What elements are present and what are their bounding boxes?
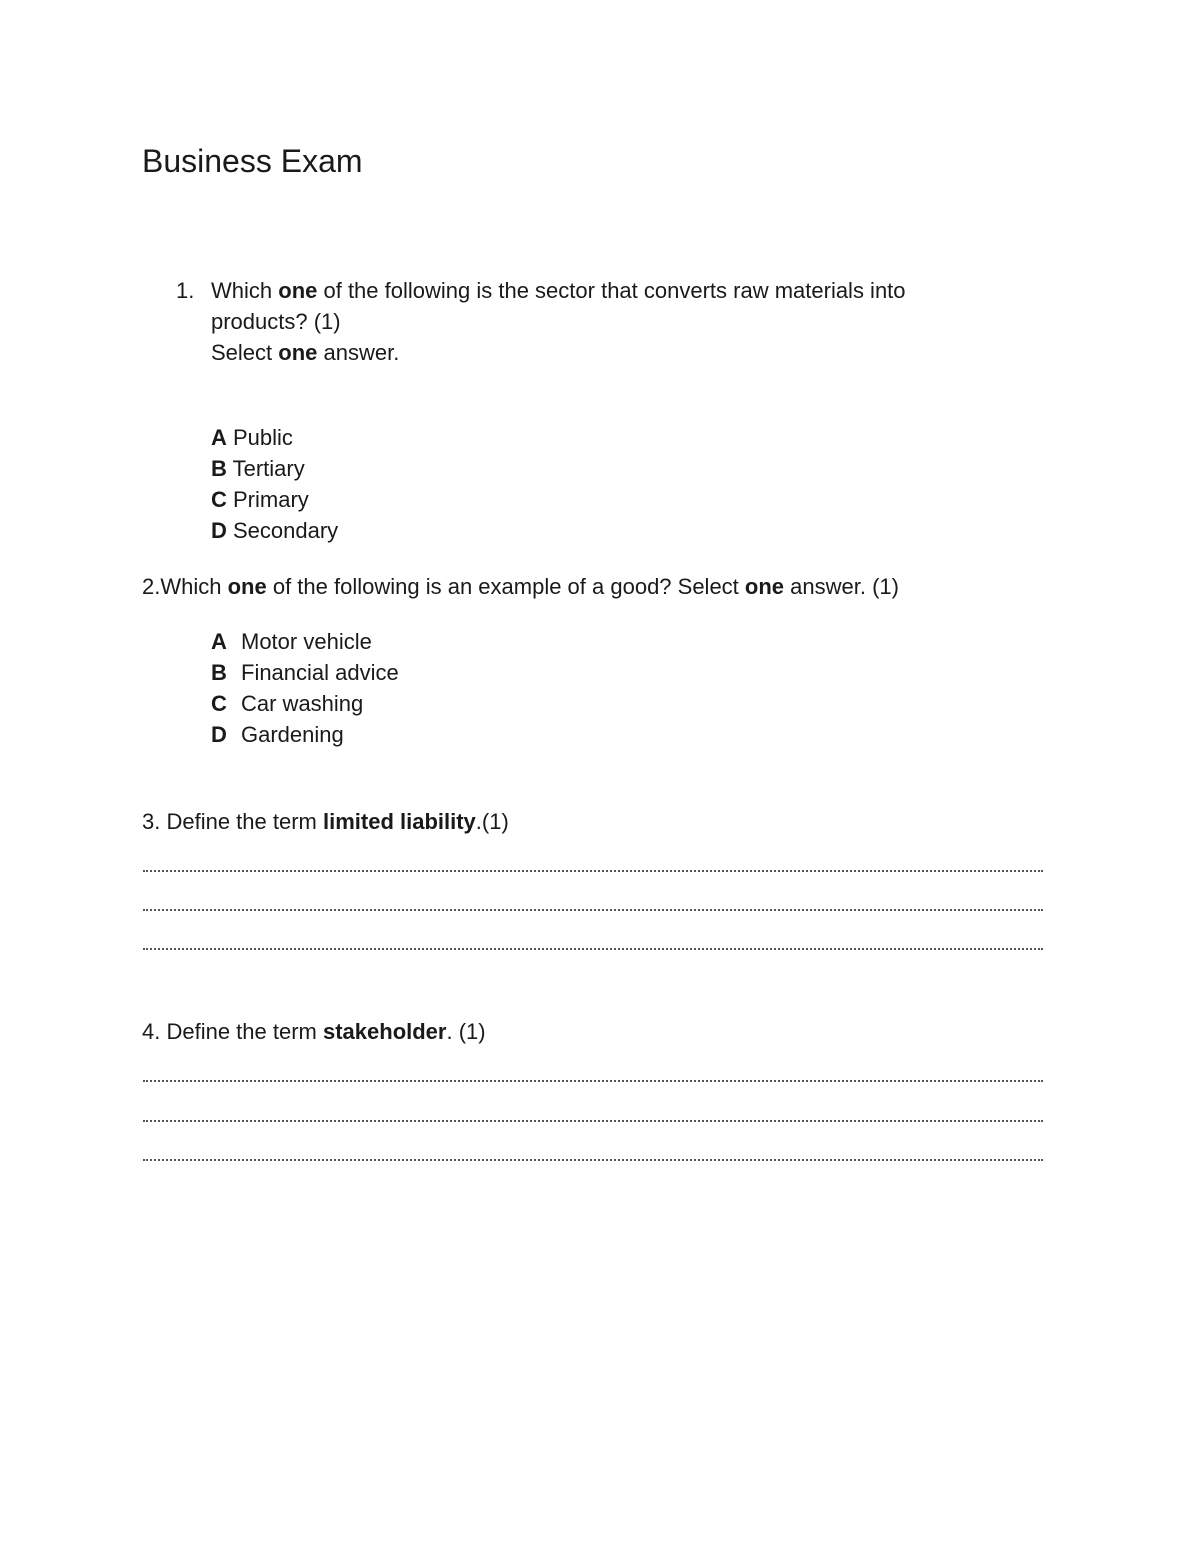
option-label: Public	[226, 425, 293, 450]
question-2-option-c[interactable]	[211, 688, 399, 719]
option-letter: B	[211, 456, 227, 481]
question-3-answer-line[interactable]	[143, 948, 1043, 950]
question-2-emphasis: one	[227, 574, 267, 599]
question-1-text	[211, 275, 1001, 368]
question-3-answer-line[interactable]	[143, 870, 1043, 872]
question-4-text	[142, 1016, 486, 1047]
question-2-emphasis: one	[744, 574, 785, 599]
question-4-term: stakeholder	[322, 1019, 447, 1044]
question-1-emphasis: one	[278, 278, 318, 303]
question-2-text-part: answer. (1)	[784, 574, 899, 599]
question-2-option-a[interactable]	[211, 626, 399, 657]
question-2-option-d[interactable]	[211, 719, 399, 750]
question-2-text-part: of the following is an example of a good? Select	[266, 574, 745, 599]
question-3-term: limited liability	[322, 809, 476, 834]
question-1-text-part: Which	[211, 278, 279, 303]
question-4-answer-line[interactable]	[143, 1159, 1043, 1161]
page-title: Business Exam	[142, 143, 363, 179]
question-2-text	[142, 571, 899, 602]
question-1-instruction-emphasis: one	[278, 340, 318, 365]
question-4-answer-line[interactable]	[143, 1120, 1043, 1122]
question-1-option-d[interactable]	[211, 515, 338, 546]
question-2-options	[211, 626, 399, 750]
question-1-text-part: of the following is the sector that converts raw materials into products? (1)	[211, 278, 906, 334]
question-1-option-b[interactable]	[211, 453, 338, 484]
question-1-instruction-part: Select	[211, 340, 279, 365]
option-letter: D	[211, 518, 227, 543]
option-label: Tertiary	[226, 456, 305, 481]
option-letter: D	[211, 722, 227, 747]
option-label: Secondary	[226, 518, 339, 543]
option-letter: C	[211, 487, 227, 512]
question-1-options	[211, 422, 338, 546]
question-3-text-part: .(1)	[475, 809, 509, 834]
option-label: Car washing	[241, 691, 364, 716]
option-letter: A	[211, 425, 227, 450]
option-letter: C	[211, 691, 227, 716]
question-1-number: 1.	[176, 278, 195, 303]
question-4-text-part: . (1)	[446, 1019, 486, 1044]
question-2-text-part: 2.Which	[142, 574, 228, 599]
question-3-text-part: 3. Define the term	[142, 809, 323, 834]
question-3-text	[142, 806, 509, 837]
option-label: Primary	[226, 487, 309, 512]
option-label: Motor vehicle	[241, 629, 372, 654]
question-1-instruction-part: answer.	[317, 340, 400, 365]
question-1-option-a[interactable]	[211, 422, 338, 453]
option-letter: B	[211, 660, 227, 685]
question-3-answer-line[interactable]	[143, 909, 1043, 911]
option-label: Financial advice	[241, 660, 399, 685]
question-4-answer-line[interactable]	[143, 1080, 1043, 1082]
option-letter: A	[211, 629, 227, 654]
question-4-text-part: 4. Define the term	[142, 1019, 323, 1044]
question-2-option-b[interactable]	[211, 657, 399, 688]
question-1-option-c[interactable]	[211, 484, 338, 515]
option-label: Gardening	[241, 722, 344, 747]
